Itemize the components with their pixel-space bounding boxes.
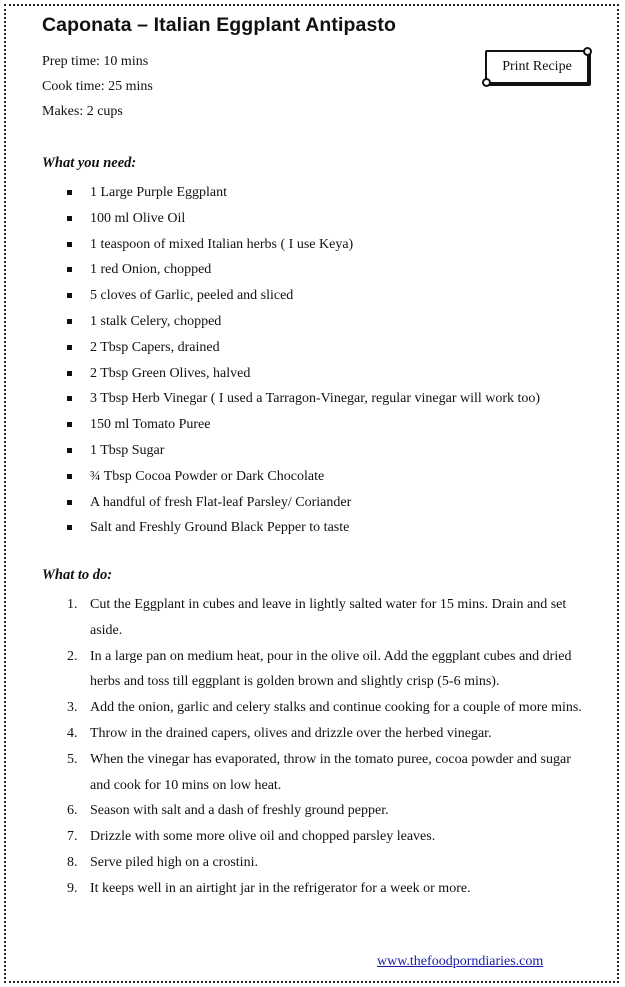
step-text: Cut the Eggplant in cubes and leave in lightly salted water for 15 mins. Drain and set aside.	[90, 597, 567, 638]
step-number: 5.	[67, 751, 78, 767]
ingredient-item	[6, 232, 540, 258]
step-item	[6, 824, 590, 850]
ingredient-item	[6, 283, 540, 309]
ingredient-text: ¾ Tbsp Cocoa Powder or Dark Chocolate	[90, 468, 325, 484]
ingredient-item	[6, 438, 540, 464]
recipe-card	[4, 4, 619, 983]
ingredient-item	[6, 490, 540, 516]
ingredient-item	[6, 206, 540, 232]
ingredient-text: 2 Tbsp Green Olives, halved	[90, 365, 251, 381]
ingredient-text: A handful of fresh Flat-leaf Parsley/ Coriander	[90, 494, 352, 510]
step-number: 9.	[67, 880, 78, 896]
cook-time: Cook time: 25 mins	[42, 79, 153, 94]
bullet-icon	[67, 216, 72, 221]
ingredient-text: 150 ml Tomato Puree	[90, 417, 211, 433]
ingredient-text: 1 stalk Celery, chopped	[90, 313, 222, 329]
step-item	[6, 798, 590, 824]
step-number: 7.	[67, 829, 78, 845]
ingredient-text: 3 Tbsp Herb Vinegar ( I used a Tarragon-Vinegar, regular vinegar will work too)	[90, 391, 541, 407]
ingredient-item	[6, 464, 540, 490]
ingredient-text: 5 cloves of Garlic, peeled and sliced	[90, 288, 294, 304]
step-number: 8.	[67, 854, 78, 870]
prep-time: Prep time: 10 mins	[42, 54, 149, 69]
step-number: 6.	[67, 803, 78, 819]
step-text: Add the onion, garlic and celery stalks and continue cooking for a couple of more mins.	[90, 700, 582, 716]
ingredient-item	[6, 309, 540, 335]
ingredients-heading: What you need:	[42, 155, 137, 171]
step-number: 4.	[67, 725, 78, 741]
step-number: 2.	[67, 648, 78, 664]
print-recipe-button[interactable]	[485, 50, 589, 84]
step-text: Throw in the drained capers, olives and drizzle over the herbed vinegar.	[90, 725, 492, 741]
ingredient-item	[6, 515, 540, 541]
recipe-title: Caponata – Italian Eggplant Antipasto	[42, 14, 397, 36]
step-item	[6, 592, 590, 644]
bullet-icon	[67, 319, 72, 324]
bullet-icon	[67, 396, 72, 401]
ingredient-text: Salt and Freshly Ground Black Pepper to taste	[90, 520, 350, 536]
bullet-icon	[67, 371, 72, 376]
ingredient-text: 100 ml Olive Oil	[90, 210, 186, 226]
step-item	[6, 876, 590, 902]
bullet-icon	[67, 525, 72, 530]
ingredients-list	[6, 180, 540, 541]
bullet-icon	[67, 500, 72, 505]
ingredient-item	[6, 257, 540, 283]
step-item	[6, 747, 590, 799]
ingredient-text: 1 Large Purple Eggplant	[90, 185, 227, 200]
bullet-icon	[67, 242, 72, 247]
bullet-icon	[67, 422, 72, 427]
ingredient-text: 1 Tbsp Sugar	[90, 442, 165, 458]
bullet-icon	[67, 293, 72, 298]
website-link[interactable]: www.thefoodporndiaries.com	[377, 954, 544, 969]
step-text: Drizzle with some more olive oil and chopped parsley leaves.	[90, 829, 436, 845]
bullet-icon	[67, 474, 72, 479]
ingredient-text: 1 teaspoon of mixed Italian herbs ( I use Keya)	[90, 236, 354, 252]
step-number: 1.	[67, 597, 78, 612]
step-item	[6, 850, 590, 876]
ingredient-item	[6, 412, 540, 438]
bullet-icon	[67, 448, 72, 453]
step-text: Serve piled high on a crostini.	[90, 854, 258, 870]
step-number: 3.	[67, 700, 78, 716]
ingredient-text: 1 red Onion, chopped	[90, 262, 212, 278]
bullet-icon	[67, 190, 72, 195]
step-item	[6, 721, 590, 747]
ingredient-item	[6, 335, 540, 361]
step-text: It keeps well in an airtight jar in the refrigerator for a week or more.	[90, 880, 471, 896]
makes: Makes: 2 cups	[42, 104, 123, 119]
ingredient-text: 2 Tbsp Capers, drained	[90, 339, 220, 355]
ingredient-item	[6, 180, 540, 206]
bullet-icon	[67, 267, 72, 272]
step-text: In a large pan on medium heat, pour in the olive oil. Add the eggplant cubes and dried herbs and toss till eggplant is golden brown and slightly crisp (5-6 mins).	[90, 648, 572, 690]
bullet-icon	[67, 345, 72, 350]
steps-list	[6, 592, 606, 902]
step-text: When the vinegar has evaporated, throw in the tomato puree, cocoa powder and sugar and cook for 10 mins on low heat.	[90, 751, 571, 793]
ingredient-item	[6, 386, 540, 412]
step-text: Season with salt and a dash of freshly ground pepper.	[90, 803, 389, 819]
step-item	[6, 695, 590, 721]
step-item	[6, 644, 590, 696]
print-recipe-label: Print Recipe	[502, 59, 572, 74]
steps-heading: What to do:	[42, 567, 113, 583]
ingredient-item	[6, 361, 540, 387]
